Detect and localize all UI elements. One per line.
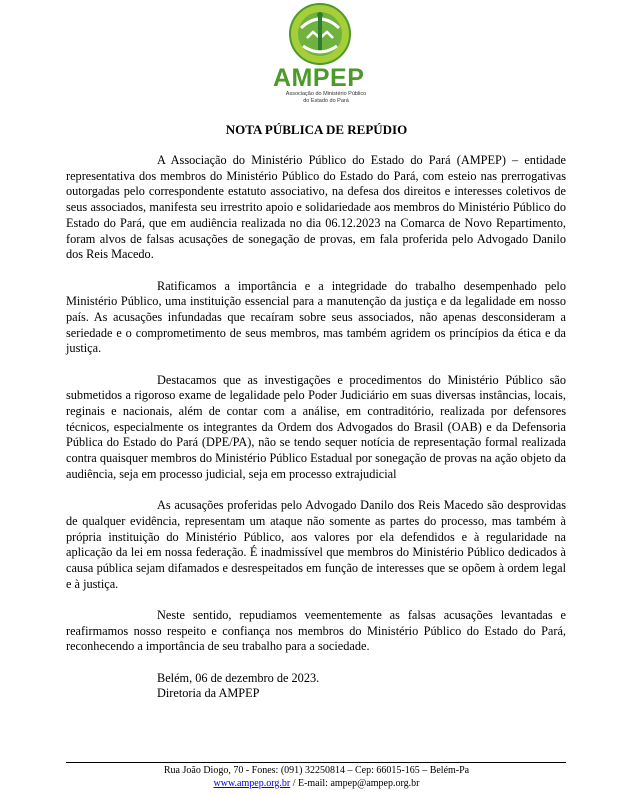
document-body	[66, 153, 566, 702]
website-link[interactable]: www.ampep.org.br	[213, 777, 291, 789]
closing-block	[66, 671, 566, 702]
document-title: NOTA PÚBLICA DE REPÚDIO	[225, 122, 408, 137]
footer-contact	[0, 778, 633, 791]
scales-of-justice-icon	[283, 2, 357, 66]
brand-name: AMPEP	[273, 64, 365, 92]
paragraph-2: Ratificamos a importância e a integridade do trabalho desempenhado pelo Ministério Público, uma instituição essencial para a manutenção da justiça e da legalidade em nosso país. As acusações infundadas que recaíram sobre seus associados, não apenas desconsideram a seriedade e o comprometimento de seus membros, mas também agridem os princípios da ética e da justiça.	[66, 278, 566, 356]
footer-email: / E-mail: ampep@ampep.org.br	[290, 777, 420, 789]
footer-divider	[66, 762, 566, 763]
paragraph-1: A Associação do Ministério Público do Estado do Pará (AMPEP) – entidade representativa dos membros do Ministério Público do Estado do Pará, com esteio nas prerrogativas outorgadas pelo correspondente estatuto associativo, na defesa dos direitos e interesses coletivos de seus associados, manifesta seu irrestrito apoio e solidariedade aos membros do Ministério Público do Estado do Pará, que em audiência realizada no dia 06.12.2023 na Comarca de Novo Repartimento, foram alvos de falsas acusações de sonegação de provas, em fala proferida pelo Advogado Danilo dos Reis Macedo.	[66, 153, 566, 262]
date-line: Belém, 06 de dezembro de 2023.	[157, 670, 320, 685]
footer-address: Rua João Diogo, 70 - Fones: (091) 32250814 – Cep: 66015-165 – Belém-Pa	[163, 765, 470, 776]
brand-subtitle-line-2: do Estado do Pará	[303, 97, 349, 104]
ampep-logo	[265, 2, 375, 110]
paragraph-5: Neste sentido, repudiamos veementemente as falsas acusações levantadas e reafirmamos nosso respeito e confiança nos membros do Ministério Público do Estado do Pará, reconhecendo a importância de seu trabalho para a sociedade.	[66, 607, 566, 654]
paragraph-3: Destacamos que as investigações e procedimentos do Ministério Público são submetidos a rigoroso exame de legalidade pelo Poder Judiciário em suas diversas instâncias, locais, reginais e nacionais, além de contar com a análise, em contraditório, realizada por defensores técnicos, especialmente os integrantes da Ordem dos Advogados do Brasil (OAB) e da Defensoria Pública do Estado do Pará (DPE/PA), não se tendo sequer notícia de representação formal realizada contra quaisquer membros do Ministério Público Estadual por sonegação de provas na ação objeto da audiência, seja em processo judicial, seja em processo extrajudicial	[66, 372, 566, 481]
brand-subtitle-line-1: Associação do Ministério Público	[285, 91, 367, 97]
brand-subtitle	[283, 91, 369, 104]
signature: Diretoria da AMPEP	[157, 686, 260, 701]
footer	[0, 765, 633, 790]
paragraph-4: As acusações proferidas pelo Advogado Danilo dos Reis Macedo são desprovidas de qualquer evidência, representam um ataque não somente as partes do processo, mas também à própria instituição do Ministério Público, aos valores por ela defendidos e à regularidade na aplicação da lei em nossa federação. É inadmissível que membros do Ministério Público dedicados à causa pública sejam difamados e desrespeitados em função de interesses que se opõem à ordem legal e à justiça.	[66, 498, 566, 591]
